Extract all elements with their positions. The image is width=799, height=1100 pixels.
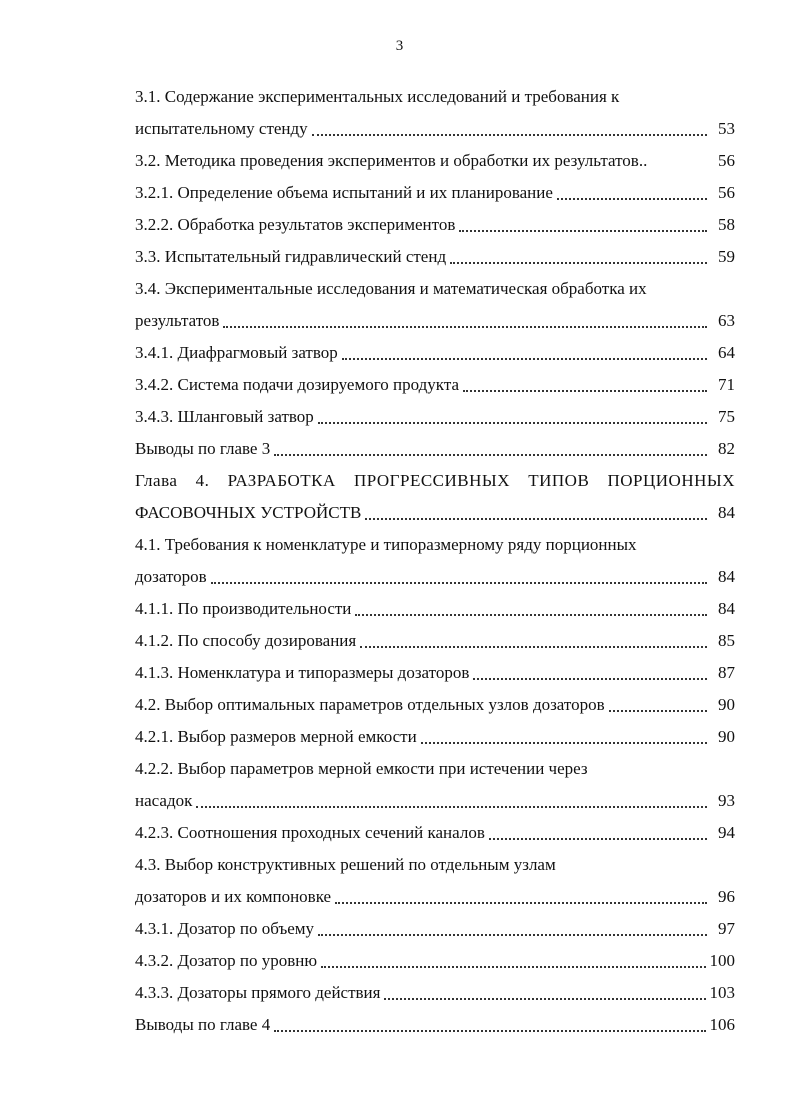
toc-entry bbox=[135, 652, 735, 684]
toc-entry-title: 3.1. Содержание экспериментальных исследований и требования к bbox=[135, 87, 620, 106]
toc-entry bbox=[135, 204, 735, 236]
toc-entry bbox=[135, 524, 735, 556]
toc-entry-title: испытательному стенду bbox=[135, 119, 308, 138]
toc-entry-page: 100 bbox=[709, 951, 735, 970]
dot-leader bbox=[318, 934, 707, 936]
toc-entry-title: 4.1.2. По способу дозирования bbox=[135, 631, 357, 650]
toc-entry bbox=[135, 428, 735, 460]
toc-entry-title: 4.3. Выбор конструктивных решений по отдельным узлам bbox=[135, 855, 556, 874]
toc-entry-title: 4.3.2. Дозатор по уровню bbox=[135, 951, 318, 970]
toc-entry bbox=[135, 940, 735, 972]
dot-leader bbox=[342, 358, 707, 360]
toc-entry-title: 3.3. Испытательный гидравлический стенд bbox=[135, 247, 447, 266]
toc-entry bbox=[135, 268, 735, 300]
dot-leader bbox=[450, 262, 707, 264]
toc-entry bbox=[135, 332, 735, 364]
toc-entry-title: 4.3.1. Дозатор по объему bbox=[135, 919, 315, 938]
toc-entry-page: 90 bbox=[718, 695, 735, 714]
toc-entry-title: дозаторов bbox=[135, 567, 207, 586]
toc-entry bbox=[135, 620, 735, 652]
dot-leader bbox=[365, 518, 707, 520]
page-number: 3 bbox=[395, 38, 404, 54]
dot-leader bbox=[274, 1030, 705, 1032]
toc-entry bbox=[135, 716, 735, 748]
toc-entry-page: 82 bbox=[718, 439, 735, 458]
toc-entry-page: 84 bbox=[718, 503, 735, 522]
toc-entry-page: 93 bbox=[718, 791, 735, 810]
toc-entry-page: 103 bbox=[709, 983, 735, 1002]
dot-leader bbox=[196, 806, 707, 808]
dot-leader bbox=[473, 678, 707, 680]
toc-entry-page: 84 bbox=[718, 567, 735, 586]
table-of-contents bbox=[135, 76, 735, 1036]
toc-entry bbox=[135, 76, 735, 108]
toc-entry-page: 63 bbox=[718, 311, 735, 330]
toc-entry-title: 3.2. Методика проведения экспериментов и обработки их результатов.. bbox=[135, 151, 648, 170]
dot-leader bbox=[355, 614, 707, 616]
dot-leader bbox=[321, 966, 705, 968]
toc-entry-title: 4.3.3. Дозаторы прямого действия bbox=[135, 983, 381, 1002]
toc-entry-page: 64 bbox=[718, 343, 735, 362]
dot-leader bbox=[557, 198, 707, 200]
toc-entry-title: 3.2.2. Обработка результатов экспериментов bbox=[135, 215, 456, 234]
toc-entry bbox=[135, 492, 735, 524]
toc-entry-title: 3.4.3. Шланговый затвор bbox=[135, 407, 314, 426]
toc-entry bbox=[135, 876, 735, 908]
toc-entry-title: 4.1.3. Номенклатура и типоразмеры дозаторов bbox=[135, 663, 470, 682]
dot-leader bbox=[459, 230, 707, 232]
toc-entry-title: Выводы по главе 3 bbox=[135, 439, 271, 458]
toc-entry bbox=[135, 972, 735, 1004]
toc-entry bbox=[135, 908, 735, 940]
toc-entry-page: 56 bbox=[718, 183, 735, 202]
toc-entry-page: 84 bbox=[718, 599, 735, 618]
toc-entry-page: 53 bbox=[718, 119, 735, 138]
toc-entry bbox=[135, 588, 735, 620]
dot-leader bbox=[360, 646, 707, 648]
dot-leader bbox=[463, 390, 707, 392]
dot-leader bbox=[384, 998, 705, 1000]
toc-entry-page: 75 bbox=[718, 407, 735, 426]
toc-entry-page: 59 bbox=[718, 247, 735, 266]
toc-entry bbox=[135, 396, 735, 428]
toc-entry-title: 3.4.1. Диафрагмовый затвор bbox=[135, 343, 338, 362]
toc-entry bbox=[135, 236, 735, 268]
toc-entry bbox=[135, 844, 735, 876]
toc-entry-page: 97 bbox=[718, 919, 735, 938]
toc-entry-page: 106 bbox=[709, 1015, 735, 1034]
toc-entry bbox=[135, 364, 735, 396]
toc-entry-title: 4.2. Выбор оптимальных параметров отдельных узлов дозаторов bbox=[135, 695, 605, 714]
toc-entry-title: Глава 4. РАЗРАБОТКА ПРОГРЕССИВНЫХ ТИПОВ ПОРЦИОННЫХ bbox=[135, 471, 735, 490]
toc-entry bbox=[135, 780, 735, 812]
toc-chapter-heading bbox=[135, 460, 735, 492]
toc-entry-page: 71 bbox=[718, 375, 735, 394]
toc-entry bbox=[135, 140, 735, 172]
toc-entry-title: 4.2.1. Выбор размеров мерной емкости bbox=[135, 727, 417, 746]
toc-entry-page: 56 bbox=[718, 151, 735, 170]
toc-entry-title: Выводы по главе 4 bbox=[135, 1015, 271, 1034]
toc-entry-page: 90 bbox=[718, 727, 735, 746]
toc-entry-title: 4.2.2. Выбор параметров мерной емкости при истечении через bbox=[135, 759, 588, 778]
toc-entry bbox=[135, 684, 735, 716]
dot-leader bbox=[318, 422, 707, 424]
toc-entry-title: ФАСОВОЧНЫХ УСТРОЙСТВ bbox=[135, 503, 362, 522]
dot-leader bbox=[274, 454, 707, 456]
toc-entry-title: 3.2.1. Определение объема испытаний и их планирование bbox=[135, 183, 553, 202]
toc-entry-title: 3.4. Экспериментальные исследования и математическая обработка их bbox=[135, 279, 647, 298]
toc-entry bbox=[135, 812, 735, 844]
toc-entry bbox=[135, 172, 735, 204]
toc-entry-title: насадок bbox=[135, 791, 193, 810]
toc-entry-title: 4.1. Требования к номенклатуре и типоразмерному ряду порционных bbox=[135, 535, 637, 554]
toc-entry-title: 4.2.3. Соотношения проходных сечений каналов bbox=[135, 823, 485, 842]
dot-leader bbox=[421, 742, 707, 744]
toc-entry-title: 4.1.1. По производительности bbox=[135, 599, 352, 618]
toc-entry-title: дозаторов и их компоновке bbox=[135, 887, 332, 906]
dot-leader bbox=[489, 838, 707, 840]
toc-entry bbox=[135, 300, 735, 332]
toc-entry-page: 87 bbox=[718, 663, 735, 682]
dot-leader bbox=[335, 902, 707, 904]
toc-entry bbox=[135, 748, 735, 780]
toc-entry bbox=[135, 556, 735, 588]
dot-leader bbox=[312, 134, 707, 136]
dot-leader bbox=[223, 326, 707, 328]
toc-entry bbox=[135, 108, 735, 140]
dot-leader bbox=[609, 710, 707, 712]
toc-entry-title: результатов bbox=[135, 311, 220, 330]
toc-entry-page: 94 bbox=[718, 823, 735, 842]
toc-entry-title: 3.4.2. Система подачи дозируемого продукта bbox=[135, 375, 460, 394]
dot-leader bbox=[211, 582, 707, 584]
toc-entry bbox=[135, 1004, 735, 1036]
toc-entry-page: 85 bbox=[718, 631, 735, 650]
toc-entry-page: 96 bbox=[718, 887, 735, 906]
toc-entry-page: 58 bbox=[718, 215, 735, 234]
